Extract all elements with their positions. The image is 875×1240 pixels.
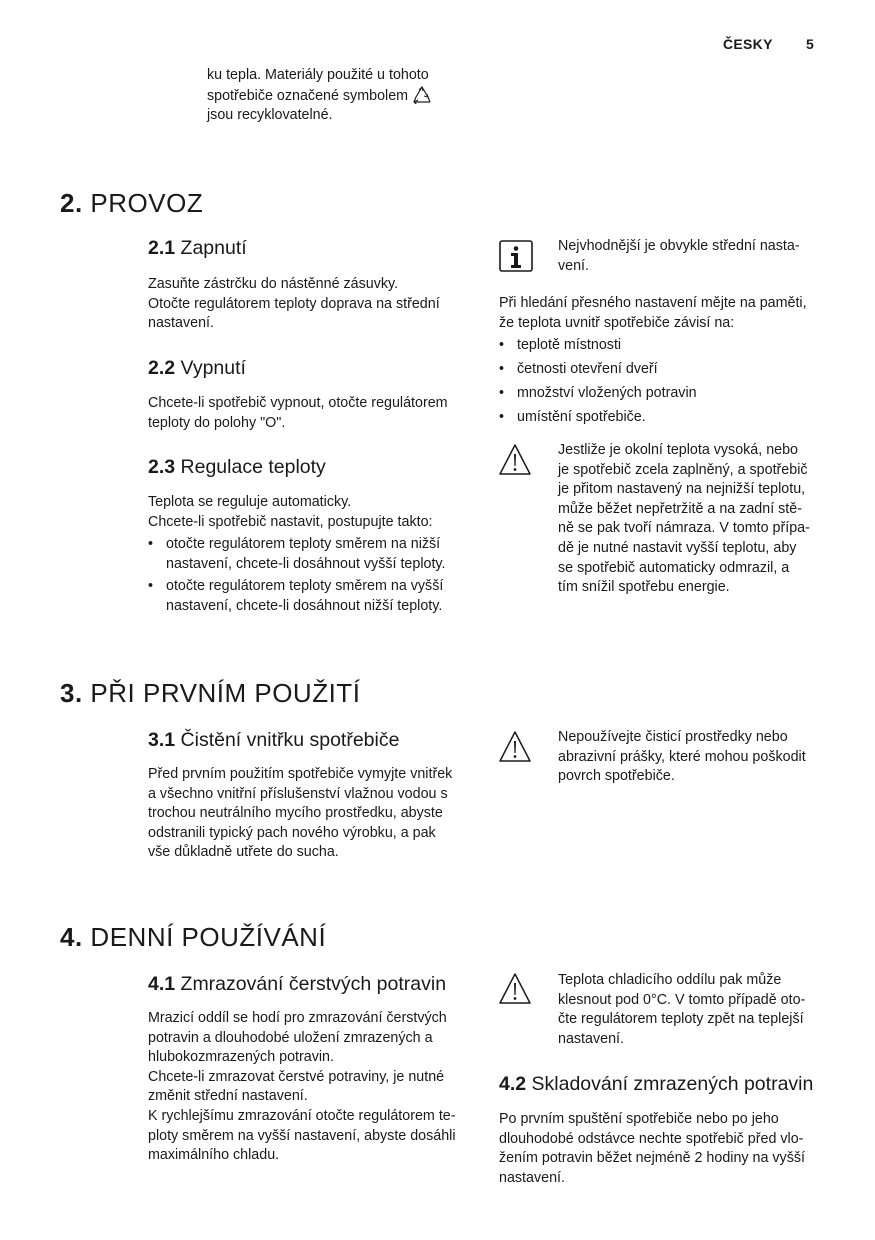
subsection-2-2-text xyxy=(148,394,468,433)
text-line: nastavení. xyxy=(499,1169,565,1186)
text-line: změnit střední nastavení. xyxy=(148,1088,308,1105)
text-line: Teplota se reguluje automaticky. xyxy=(148,494,352,510)
warning-icon xyxy=(498,730,532,769)
section-3-heading xyxy=(60,678,360,708)
text-line: teploty do polohy "O". xyxy=(148,414,286,431)
text-line: může běžet nepřetržitě a na zadní stě- xyxy=(558,500,802,517)
subsection-2-1-heading xyxy=(148,236,247,260)
list-item: • otočte regulátorem teploty směrem na vyšší nastavení, chcete-li dosáhnout nižší teploty. xyxy=(148,577,478,616)
intro-line-with-symbol xyxy=(207,86,432,107)
text-line: a všechno vnitřní příslušenství vlažnou vodou s xyxy=(148,785,448,802)
bullet-list xyxy=(148,535,478,616)
subsection-3-1-text xyxy=(148,765,478,863)
subsection-title: Regulace teploty xyxy=(180,456,326,478)
text-line: je spotřebič zcela zaplněný, a spotřebič xyxy=(558,461,808,478)
text-line: odstranili typický pach nového výrobku, a pak xyxy=(148,824,436,841)
warning-icon xyxy=(498,972,532,1011)
subsection-4-2-text xyxy=(499,1110,829,1188)
subsection-2-1-text xyxy=(148,275,468,334)
section-number: 2. xyxy=(60,188,83,218)
text-line: že teplota uvnitř spotřebiče závisí na: xyxy=(499,314,735,331)
subsection-title: Zmrazování čerstvých potravin xyxy=(180,973,447,995)
section-title: PROVOZ xyxy=(90,188,204,218)
text-line: Jestliže je okolní teplota vysoká, nebo xyxy=(558,442,799,458)
text-line: ploty směrem na vyšší nastavení, abyste dosáhli xyxy=(148,1127,456,1144)
text-line: žením potravin běžet nejméně 2 hodiny na vyšší xyxy=(499,1150,805,1167)
bullet-list xyxy=(499,336,829,428)
text-line: nastavení. xyxy=(558,1030,624,1047)
subsection-title: Zapnutí xyxy=(180,237,247,259)
section-title: DENNÍ POUŽÍVÁNÍ xyxy=(90,922,327,952)
text-line: abrazivní prášky, které mohou poškodit xyxy=(558,748,806,765)
list-item: • umístění spotřebiče. xyxy=(499,408,829,428)
text-line: Nepoužívejte čisticí prostředky nebo xyxy=(558,729,788,745)
section-number: 3. xyxy=(60,678,83,708)
warning-icon xyxy=(498,443,532,482)
section-2-heading xyxy=(60,188,203,218)
subsection-2-3-heading xyxy=(148,455,326,479)
text-line: tím snížil spotřebu energie. xyxy=(558,579,730,596)
text-line: Nejvhodnější je obvykle střední nasta- xyxy=(558,238,800,254)
info-icon xyxy=(499,240,533,279)
text-line: potravin a dlouhodobé uložení zmrazených a xyxy=(148,1029,433,1046)
subsection-number: 2.3 xyxy=(148,456,176,478)
list-item: • četnosti otevření dveří xyxy=(499,360,829,380)
info-note xyxy=(558,237,828,276)
subsection-2-3-text xyxy=(148,493,478,620)
text-line: povrch spotřebiče. xyxy=(558,768,675,785)
text-line: čte regulátorem teploty zpět na teplejší xyxy=(558,1011,804,1028)
subsection-number: 2.1 xyxy=(148,237,176,259)
warning-note xyxy=(558,441,838,598)
list-item: • otočte regulátorem teploty směrem na nižší nastavení, chcete-li dosáhnout vyšší teploty. xyxy=(148,535,478,574)
recycle-icon xyxy=(412,86,432,104)
subsection-number: 4.2 xyxy=(499,1073,527,1095)
text-line: klesnout pod 0°C. V tomto případě oto- xyxy=(558,991,806,1008)
text-line: je přitom nastavený na nejnižší teplotu, xyxy=(558,481,806,498)
text-line: dlouhodobé odstávce nechte spotřebič před vlo- xyxy=(499,1130,804,1147)
subsection-title: Skladování zmrazených potravin xyxy=(531,1073,814,1095)
subsection-3-1-heading xyxy=(148,728,399,752)
warning-note xyxy=(558,971,838,1049)
page-number: 5 xyxy=(806,36,814,52)
subsection-4-1-heading xyxy=(148,972,446,996)
text-line: Chcete-li spotřebič nastavit, postupujte takto: xyxy=(148,513,433,530)
list-item: • teplotě místnosti xyxy=(499,336,829,356)
intro-paragraph xyxy=(207,66,432,126)
subsection-2-2-heading xyxy=(148,356,246,380)
text-line: nastavení. xyxy=(148,315,214,332)
intro-line: spotřebiče označené symbolem xyxy=(207,87,409,104)
section-4-heading xyxy=(60,922,326,952)
subsection-title: Vypnutí xyxy=(180,357,246,379)
header-language: ČESKY xyxy=(723,36,773,52)
text-line: maximálního chladu. xyxy=(148,1147,280,1164)
text-line: Mrazicí oddíl se hodí pro zmrazování čerstvých xyxy=(148,1010,447,1026)
text-line: hlubokozmrazených potravin. xyxy=(148,1049,334,1066)
text-line: Teplota chladicího oddílu pak může xyxy=(558,972,782,988)
text-line: se spotřebič automaticky odmrazil, a xyxy=(558,559,790,576)
list-item: • množství vložených potravin xyxy=(499,384,829,404)
text-line: Po prvním spuštění spotřebiče nebo po jeho xyxy=(499,1111,779,1127)
text-line: ně se pak tvoří námraza. V tomto přípa- xyxy=(558,520,810,537)
section-title: PŘI PRVNÍM POUŽITÍ xyxy=(90,678,361,708)
text-line: Při hledání přesného nastavení mějte na paměti, xyxy=(499,295,807,311)
text-line: vše důkladně utřete do sucha. xyxy=(148,844,339,861)
subsection-number: 3.1 xyxy=(148,729,176,751)
subsection-title: Čistění vnitřku spotřebiče xyxy=(180,729,400,751)
text-line: Před prvním použitím spotřebiče vymyjte vnitřek xyxy=(148,766,453,782)
intro-line: ku tepla. Materiály použité u tohoto xyxy=(207,67,429,83)
warning-note xyxy=(558,728,838,787)
text-line: vení. xyxy=(558,257,589,274)
text-line: dě je nutné nastavit vyšší teplotu, aby xyxy=(558,539,797,556)
section-number: 4. xyxy=(60,922,83,952)
text-line: Chcete-li spotřebič vypnout, otočte regulátorem xyxy=(148,395,448,411)
subsection-4-2-heading xyxy=(499,1072,813,1096)
text-line: Otočte regulátorem teploty doprava na střední xyxy=(148,295,440,312)
text-line: trochou neutrálního mycího prostředku, abyste xyxy=(148,805,443,822)
subsection-4-1-text xyxy=(148,1009,478,1166)
text-line: Chcete-li zmrazovat čerstvé potraviny, je nutné xyxy=(148,1068,445,1085)
intro-line: jsou recyklovatelné. xyxy=(207,107,333,124)
text-line: K rychlejšímu zmrazování otočte regulátorem te- xyxy=(148,1107,456,1124)
subsection-number: 4.1 xyxy=(148,973,176,995)
temperature-factors xyxy=(499,294,829,433)
text-line: Zasuňte zástrčku do nástěnné zásuvky. xyxy=(148,276,399,292)
subsection-number: 2.2 xyxy=(148,357,176,379)
